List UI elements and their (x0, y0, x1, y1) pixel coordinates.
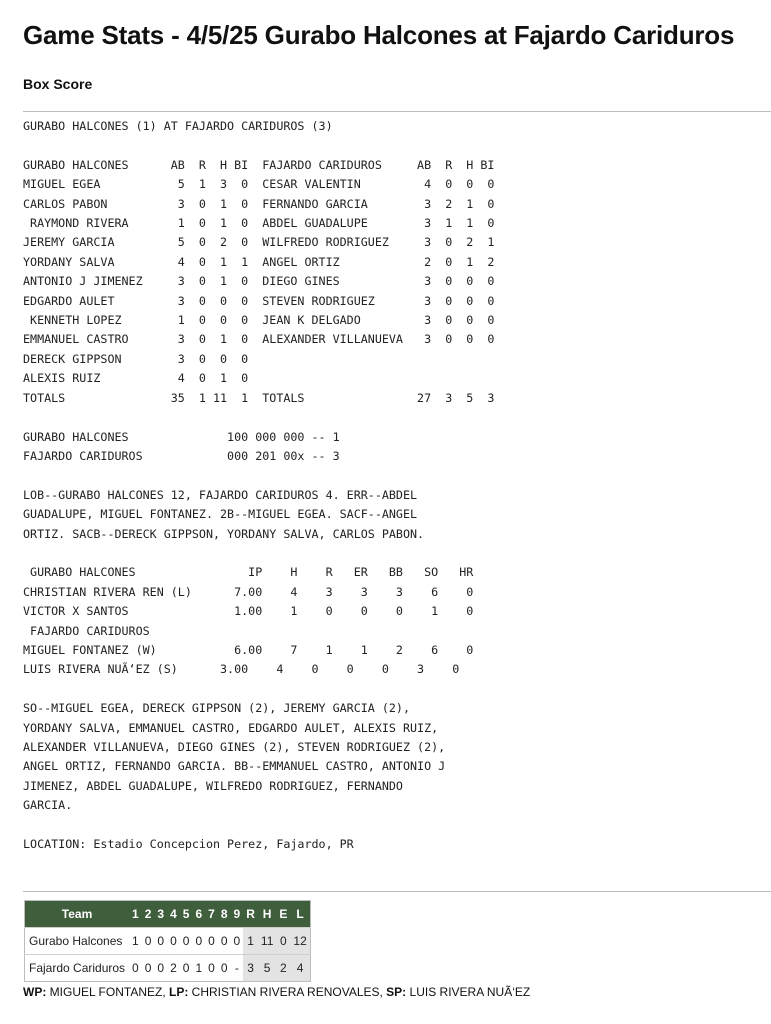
inning-cell: 0 (231, 928, 244, 955)
inning-cell: 1 (129, 928, 142, 955)
left-on-base-cell: 12 (290, 928, 310, 955)
team-name-cell: Gurabo Halcones (25, 928, 130, 955)
inning-cell: 0 (142, 955, 155, 982)
header-cell: 8 (218, 901, 231, 928)
linescore-header-row (25, 901, 311, 928)
inning-cell: 0 (205, 928, 218, 955)
header-cell: 6 (192, 901, 205, 928)
pitching-decisions (23, 985, 530, 999)
linescore-table (24, 900, 311, 982)
inning-cell: 2 (167, 955, 180, 982)
save-pitcher-label: SP: (386, 985, 407, 999)
header-cell-team: Team (25, 901, 130, 928)
section-heading: Box Score (23, 76, 93, 92)
inning-cell: 0 (129, 955, 142, 982)
header-cell: 5 (180, 901, 193, 928)
team-name-cell: Fajardo Cariduros (25, 955, 130, 982)
header-cell: 2 (142, 901, 155, 928)
inning-cell: 0 (218, 955, 231, 982)
hits-total-cell: 5 (258, 955, 276, 982)
header-cell: 7 (205, 901, 218, 928)
header-cell: 4 (167, 901, 180, 928)
inning-cell: 0 (167, 928, 180, 955)
header-cell: 9 (231, 901, 244, 928)
inning-cell: - (231, 955, 244, 982)
save-pitcher: LUIS RIVERA NUÃ‘EZ (406, 985, 531, 999)
header-cell: 1 (129, 901, 142, 928)
table-row (25, 928, 311, 955)
page-title: Game Stats - 4/5/25 Gurabo Halcones at Fajardo Cariduros (23, 20, 735, 50)
box-score-text: GURABO HALCONES (1) AT FAJARDO CARIDUROS (3) GURABO HALCONES AB R H BI FAJARDO CARIDUROS AB R H BI MIGUEL EGEA 5 1 3 0 CESAR VALENTIN 4 0 0 0 CARLOS PABON 3 0 1 0 FERNANDO GARCIA 3 2 1 0 RAYMOND RIVERA 1 0 1 0 ABDEL GUADALUPE 3 1 1 0 JEREMY GARCIA 5 0 2 0 WILFREDO RODRIGUEZ 3 0 2 1 YORDANY SALVA 4 0 1 1 ANGEL ORTIZ 2 0 1 2 ANTONIO J JIMENEZ 3 0 1 0 DIEGO GINES 3 0 0 0 EDGARDO AULET 3 0 0 0 STEVEN RODRIGUEZ 3 0 0 0 KENNETH LOPEZ 1 0 0 0 JEAN K DELGADO 3 0 0 0 EMMANUEL CASTRO 3 0 1 0 ALEXANDER VILLANUEVA 3 0 0 0 DERECK GIPPSON 3 0 0 0 ALEXIS RUIZ 4 0 1 0 TOTALS 35 1 11 1 TOTALS 27 3 5 3 GURABO HALCONES 100 000 000 -- 1 FAJARDO CARIDUROS 000 201 00x -- 3 LOB--GURABO HALCONES 12, FAJARDO CARIDUROS 4. ERR--ABDEL GUADALUPE, MIGUEL FONTANEZ. 2B--MIGUEL EGEA. SACF--ANGEL ORTIZ. SACB--DERECK GIPPSON, YORDANY SALVA, CARLOS PABON. GURABO HALCONES IP H R ER BB SO HR CHRISTIAN RIVERA REN (L) 7.00 4 3 3 3 6 0 VICTOR X SANTOS 1.00 1 0 0 0 1 0 FAJARDO CARIDUROS MIGUEL FONTANEZ (W) 6.00 7 1 1 2 6 0 LUIS RIVERA NUÃ‘EZ (S) 3.00 4 0 0 0 3 0 SO--MIGUEL EGEA, DERECK GIPPSON (2), JEREMY GARCIA (2), YORDANY SALVA, EMMANUEL CASTRO, EDGARDO AULET, ALEXIS RUIZ, ALEXANDER VILLANUEVA, DIEGO GINES (2), STEVEN RODRIGUEZ (2), ANGEL ORTIZ, FERNANDO GARCIA. BB--EMMANUEL CASTRO, ANTONIO J JIMENEZ, ABDEL GUADALUPE, WILFREDO RODRIGUEZ, FERNANDO GARCIA. LOCATION: Estadio Concepcion Perez, Fajardo, PR (23, 119, 495, 852)
header-cell: H (258, 901, 276, 928)
inning-cell: 0 (205, 955, 218, 982)
errors-total-cell: 0 (276, 928, 290, 955)
inning-cell: 0 (180, 955, 193, 982)
left-on-base-cell: 4 (290, 955, 310, 982)
inning-cell: 0 (218, 928, 231, 955)
header-cell: E (276, 901, 290, 928)
header-cell: 3 (154, 901, 167, 928)
divider (23, 111, 771, 112)
inning-cell: 0 (154, 955, 167, 982)
winning-pitcher-label: WP: (23, 985, 47, 999)
inning-cell: 1 (192, 955, 205, 982)
header-cell: L (290, 901, 310, 928)
inning-cell: 0 (154, 928, 167, 955)
divider (23, 891, 771, 892)
table-row (25, 955, 311, 982)
hits-total-cell: 11 (258, 928, 276, 955)
inning-cell: 0 (192, 928, 205, 955)
errors-total-cell: 2 (276, 955, 290, 982)
runs-total-cell: 3 (243, 955, 258, 982)
losing-pitcher-label: LP: (169, 985, 189, 999)
losing-pitcher: CHRISTIAN RIVERA RENOVALES, (188, 985, 387, 999)
winning-pitcher: MIGUEL FONTANEZ, (46, 985, 169, 999)
inning-cell: 0 (142, 928, 155, 955)
inning-cell: 0 (180, 928, 193, 955)
header-cell: R (243, 901, 258, 928)
runs-total-cell: 1 (243, 928, 258, 955)
